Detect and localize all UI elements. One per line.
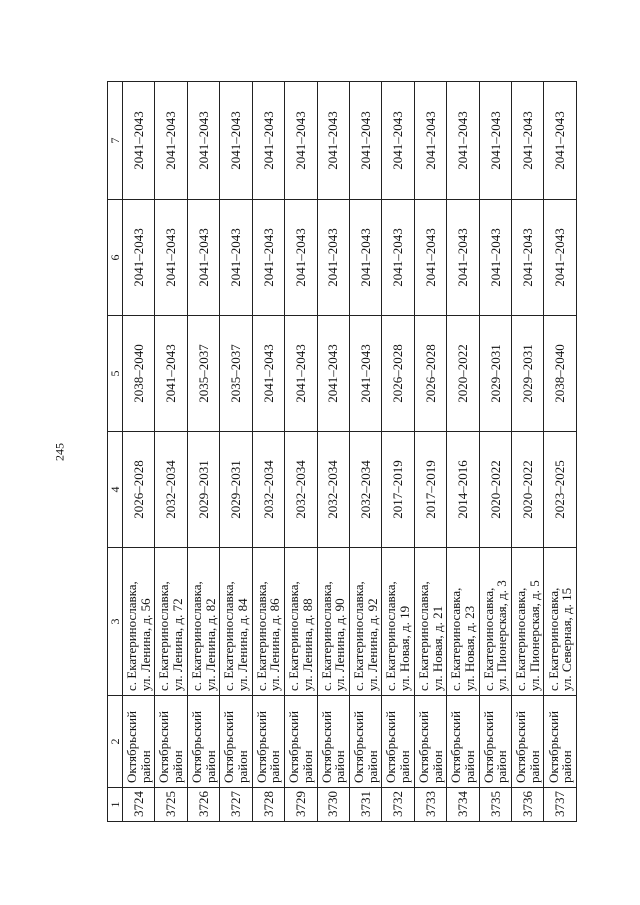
period-col4-cell: 2020–2022 (512, 432, 544, 548)
period-col7-cell: 2041–2043 (447, 82, 479, 200)
row-number-cell: 3725 (155, 788, 187, 822)
period-col4-cell: 2017–2019 (414, 432, 446, 548)
period-col7-cell: 2041–2043 (512, 82, 544, 200)
period-col4-cell: 2020–2022 (479, 432, 511, 548)
address-street: ул. Ленина, д. 56 (137, 598, 153, 691)
table-row (544, 82, 577, 822)
period-col5-cell: 2041–2043 (317, 316, 349, 432)
address-settlement: с. Екатеринославка, (253, 581, 269, 691)
address-cell (382, 548, 414, 696)
row-number-cell: 3724 (123, 788, 155, 822)
row-number-cell: 3726 (187, 788, 219, 822)
address-cell (123, 548, 155, 696)
period-col7-cell: 2041–2043 (220, 82, 252, 200)
district-cell: Октябрьский район (414, 696, 446, 788)
address-settlement: с. Екатеринославка, (415, 581, 431, 691)
table-row (285, 82, 317, 822)
address-street: ул. Новая, д. 21 (429, 605, 445, 691)
period-col7-cell: 2041–2043 (349, 82, 381, 200)
table-row (187, 82, 219, 822)
address-settlement: с. Екатеринославка, (383, 581, 399, 691)
period-col5-cell: 2035–2037 (187, 316, 219, 432)
period-col6-cell: 2041–2043 (414, 200, 446, 316)
table-row (479, 82, 511, 822)
table-row (447, 82, 479, 822)
address-cell (349, 548, 381, 696)
table-row (349, 82, 381, 822)
row-number-cell: 3736 (512, 788, 544, 822)
period-col6-cell: 2041–2043 (382, 200, 414, 316)
period-col6-cell: 2041–2043 (252, 200, 284, 316)
row-number-cell: 3735 (479, 788, 511, 822)
address-street: ул. Ленина, д. 82 (202, 598, 218, 691)
header-row (108, 82, 123, 822)
address-cell (220, 548, 252, 696)
period-col7-cell: 2041–2043 (382, 82, 414, 200)
period-col4-cell: 2032–2034 (285, 432, 317, 548)
address-settlement: с. Екатериносавка, (513, 587, 529, 691)
address-street: ул. Ленина, д. 88 (299, 598, 315, 691)
period-col7-cell: 2041–2043 (317, 82, 349, 200)
period-col4-cell: 2032–2034 (155, 432, 187, 548)
header-cell: 7 (108, 82, 123, 200)
period-col6-cell: 2041–2043 (155, 200, 187, 316)
address-street: ул. Северная, д. 15 (559, 587, 575, 691)
period-col5-cell: 2026–2028 (414, 316, 446, 432)
header-cell: 5 (108, 316, 123, 432)
table-row (155, 82, 187, 822)
period-col4-cell: 2017–2019 (382, 432, 414, 548)
address-settlement: с. Екатеринославка, (351, 581, 367, 691)
address-settlement: с. Екатеринославка, (318, 581, 334, 691)
rotated-table-container (107, 82, 577, 822)
period-col7-cell: 2041–2043 (187, 82, 219, 200)
row-number-cell: 3734 (447, 788, 479, 822)
period-col6-cell: 2041–2043 (187, 200, 219, 316)
period-col4-cell: 2032–2034 (252, 432, 284, 548)
row-number-cell: 3730 (317, 788, 349, 822)
district-cell: Октябрьский район (252, 696, 284, 788)
row-number-cell: 3733 (414, 788, 446, 822)
header-cell: 2 (108, 696, 123, 788)
period-col4-cell: 2023–2025 (544, 432, 577, 548)
period-col7-cell: 2041–2043 (252, 82, 284, 200)
period-col5-cell: 2041–2043 (285, 316, 317, 432)
district-cell: Октябрьский район (317, 696, 349, 788)
district-cell: Октябрьский район (123, 696, 155, 788)
period-col6-cell: 2041–2043 (349, 200, 381, 316)
header-cell: 3 (108, 548, 123, 696)
period-col7-cell: 2041–2043 (123, 82, 155, 200)
row-number-cell: 3732 (382, 788, 414, 822)
period-col5-cell: 2038–2040 (123, 316, 155, 432)
district-cell: Октябрьский район (544, 696, 577, 788)
address-cell (155, 548, 187, 696)
period-col4-cell: 2032–2034 (349, 432, 381, 548)
table-row (220, 82, 252, 822)
period-col5-cell: 2038–2040 (544, 316, 577, 432)
district-cell: Октябрьский район (155, 696, 187, 788)
address-cell (252, 548, 284, 696)
period-col7-cell: 2041–2043 (479, 82, 511, 200)
table-row (382, 82, 414, 822)
address-street: ул. Новая, д. 19 (397, 605, 413, 691)
period-col4-cell: 2026–2028 (123, 432, 155, 548)
period-col5-cell: 2020–2022 (447, 316, 479, 432)
header-cell: 1 (108, 788, 123, 822)
address-settlement: с. Екатериносавка, (480, 587, 496, 691)
period-col6-cell: 2041–2043 (220, 200, 252, 316)
address-settlement: с. Екатеринославка, (286, 581, 302, 691)
address-settlement: с. Екатеринославка, (156, 581, 172, 691)
header-cell: 6 (108, 200, 123, 316)
table-row (317, 82, 349, 822)
district-cell: Октябрьский район (285, 696, 317, 788)
period-col7-cell: 2041–2043 (414, 82, 446, 200)
district-cell: Октябрьский район (349, 696, 381, 788)
district-cell: Октябрьский район (187, 696, 219, 788)
period-col6-cell: 2041–2043 (123, 200, 155, 316)
address-settlement: с. Екатеринославка, (188, 581, 204, 691)
period-col5-cell: 2029–2031 (479, 316, 511, 432)
period-col6-cell: 2041–2043 (317, 200, 349, 316)
row-number-cell: 3731 (349, 788, 381, 822)
period-col7-cell: 2041–2043 (544, 82, 577, 200)
period-col4-cell: 2014–2016 (447, 432, 479, 548)
address-settlement: с. Екатериносавка, (448, 587, 464, 691)
address-street: ул. Ленина, д. 92 (364, 598, 380, 691)
period-col6-cell: 2041–2043 (544, 200, 577, 316)
address-cell (317, 548, 349, 696)
period-col6-cell: 2041–2043 (479, 200, 511, 316)
period-col4-cell: 2029–2031 (187, 432, 219, 548)
period-col5-cell: 2041–2043 (155, 316, 187, 432)
address-cell (479, 548, 511, 696)
period-col5-cell: 2041–2043 (252, 316, 284, 432)
page-number: 245 (52, 443, 67, 461)
district-cell: Октябрьский район (479, 696, 511, 788)
address-settlement: с. Екатериносавка, (545, 587, 561, 691)
period-col5-cell: 2029–2031 (512, 316, 544, 432)
district-cell: Октябрьский район (220, 696, 252, 788)
address-street: ул. Ленина, д. 84 (234, 598, 250, 691)
row-number-cell: 3737 (544, 788, 577, 822)
address-street: ул. Ленина, д. 86 (267, 598, 283, 691)
address-cell (414, 548, 446, 696)
period-col5-cell: 2026–2028 (382, 316, 414, 432)
period-col6-cell: 2041–2043 (447, 200, 479, 316)
address-cell (544, 548, 577, 696)
period-col5-cell: 2041–2043 (349, 316, 381, 432)
address-street: ул. Новая, д. 23 (461, 605, 477, 691)
address-cell (447, 548, 479, 696)
row-number-cell: 3727 (220, 788, 252, 822)
address-settlement: с. Екатеринославка, (124, 581, 140, 691)
district-cell: Октябрьский район (512, 696, 544, 788)
address-street: ул. Пионерская, д. 3 (494, 580, 510, 691)
address-cell (187, 548, 219, 696)
period-col6-cell: 2041–2043 (285, 200, 317, 316)
district-cell: Октябрьский район (447, 696, 479, 788)
address-cell (285, 548, 317, 696)
period-col5-cell: 2035–2037 (220, 316, 252, 432)
address-street: ул. Ленина, д. 72 (170, 598, 186, 691)
table-row (123, 82, 155, 822)
table-row (512, 82, 544, 822)
period-col7-cell: 2041–2043 (285, 82, 317, 200)
table-row (414, 82, 446, 822)
period-col4-cell: 2029–2031 (220, 432, 252, 548)
row-number-cell: 3729 (285, 788, 317, 822)
row-number-cell: 3728 (252, 788, 284, 822)
address-street: ул. Ленина, д. 90 (332, 598, 348, 691)
address-settlement: с. Екатеринославка, (221, 581, 237, 691)
period-col4-cell: 2032–2034 (317, 432, 349, 548)
address-street: ул. Пионерская, д. 5 (526, 580, 542, 691)
housing-schedule-table (107, 81, 577, 822)
district-cell: Октябрьский район (382, 696, 414, 788)
table-row (252, 82, 284, 822)
header-cell: 4 (108, 432, 123, 548)
period-col7-cell: 2041–2043 (155, 82, 187, 200)
period-col6-cell: 2041–2043 (512, 200, 544, 316)
address-cell (512, 548, 544, 696)
